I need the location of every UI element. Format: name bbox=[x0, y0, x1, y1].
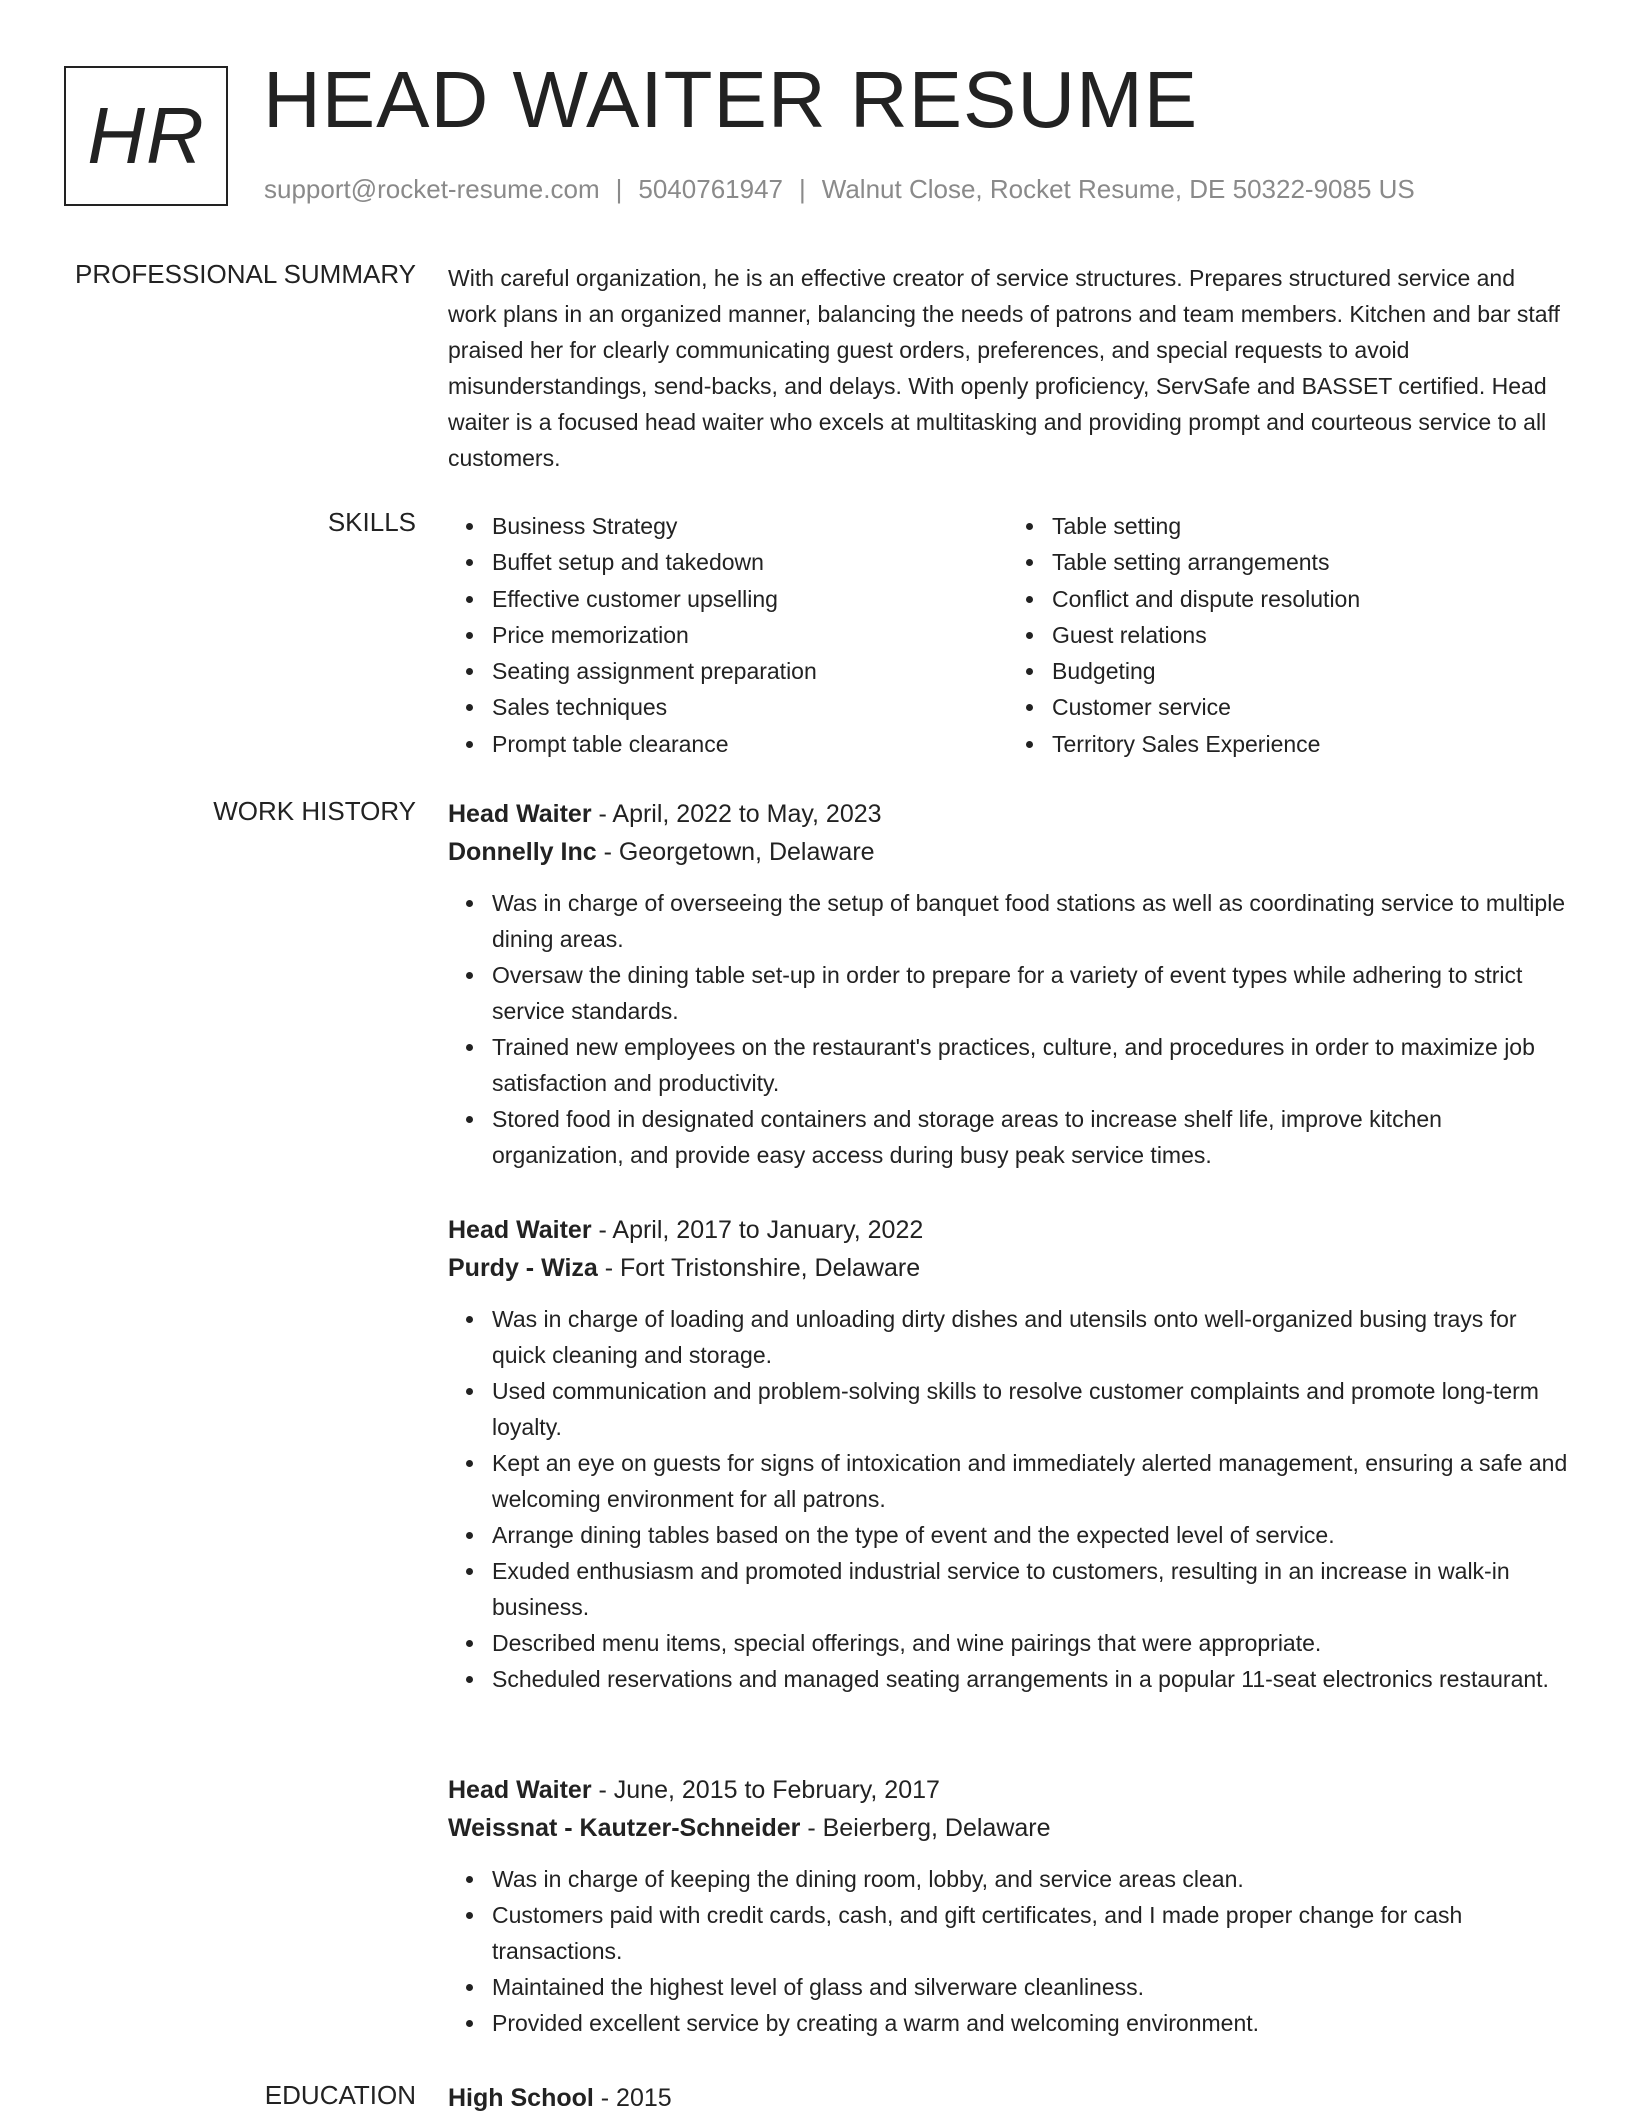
contact-separator: | bbox=[615, 174, 623, 204]
skills-columns bbox=[448, 508, 1568, 762]
summary-text: With careful organization, he is an effective creator of service structures. Prepares structured service and work plans in an organized manner, balancing the needs of patrons and team members. Kitchen and bar staff praised her for clearly communicating guest orders, preferences, and special requests to avoid misunderstandings, send-backs, and delays. With openly proficiency, ServSafe and BASSET certified. Head waiter is a focused head waiter who excels at multitasking and providing prompt and courteous service to all customers. bbox=[448, 265, 1560, 471]
skill-item: Price memorization bbox=[492, 617, 1008, 653]
contact-line bbox=[264, 174, 1415, 205]
job-company-line bbox=[448, 833, 1572, 871]
job-bullets bbox=[448, 885, 1572, 1173]
job-bullet: Oversaw the dining table set-up in order to prepare for a variety of event types while adhering to strict service standards. bbox=[492, 957, 1572, 1029]
contact-separator: | bbox=[799, 174, 806, 204]
job-company: Weissnat - Kautzer-Schneider bbox=[448, 1814, 801, 1842]
job-location: - Georgetown, Delaware bbox=[596, 838, 875, 866]
education-degree: High School bbox=[448, 2084, 594, 2112]
job-dates: - June, 2015 to February, 2017 bbox=[591, 1776, 940, 1804]
skill-item: Table setting arrangements bbox=[1052, 544, 1568, 580]
job-bullet: Kept an eye on guests for signs of intoxication and immediately alerted management, ensuring a safe and welcoming environment for all patrons. bbox=[492, 1445, 1572, 1517]
skill-item: Sales techniques bbox=[492, 689, 1008, 725]
skills-label: SKILLS bbox=[327, 507, 416, 537]
job-title-line bbox=[448, 1211, 1572, 1249]
job-dates: - April, 2017 to January, 2022 bbox=[591, 1216, 924, 1244]
job-entry bbox=[448, 1771, 1572, 2041]
education-year: - 2015 bbox=[593, 2084, 672, 2112]
monogram-logo: HR bbox=[64, 66, 228, 206]
job-bullet: Stored food in designated containers and storage areas to increase shelf life, improve kitchen organization, and provide easy access during busy peak service times. bbox=[492, 1101, 1572, 1173]
job-bullets bbox=[448, 1301, 1572, 1697]
skill-item: Guest relations bbox=[1052, 617, 1568, 653]
job-bullet: Described menu items, special offerings, and wine pairings that were appropriate. bbox=[492, 1625, 1572, 1661]
job-bullet: Scheduled reservations and managed seating arrangements in a popular 11-seat electronics restaurant. bbox=[492, 1661, 1572, 1697]
skill-item: Business Strategy bbox=[492, 508, 1008, 544]
job-bullet: Was in charge of loading and unloading dirty dishes and utensils onto well-organized busing trays for quick cleaning and storage. bbox=[492, 1301, 1572, 1373]
job-bullets bbox=[448, 1861, 1572, 2041]
job-bullet: Exuded enthusiasm and promoted industrial service to customers, resulting in an increase in walk-in business. bbox=[492, 1553, 1572, 1625]
skill-item: Customer service bbox=[1052, 689, 1568, 725]
skill-item: Seating assignment preparation bbox=[492, 653, 1008, 689]
contact-address: Walnut Close, Rocket Resume, DE 50322-9085 US bbox=[821, 174, 1415, 204]
job-company: Donnelly Inc bbox=[448, 838, 597, 866]
job-company: Purdy - Wiza bbox=[448, 1254, 598, 1282]
work-history-label: WORK HISTORY bbox=[213, 796, 416, 826]
contact-email: support@rocket-resume.com bbox=[264, 174, 600, 204]
skills-list-right bbox=[1008, 508, 1568, 762]
job-bullet: Was in charge of keeping the dining room, lobby, and service areas clean. bbox=[492, 1861, 1572, 1897]
summary-label: PROFESSIONAL SUMMARY bbox=[75, 259, 416, 289]
skill-item: Budgeting bbox=[1052, 653, 1568, 689]
skill-item: Buffet setup and takedown bbox=[492, 544, 1008, 580]
job-title: Head Waiter bbox=[448, 800, 592, 828]
job-entry bbox=[448, 1211, 1572, 1697]
job-dates: - April, 2022 to May, 2023 bbox=[591, 800, 882, 828]
education-entry bbox=[448, 2079, 1568, 2117]
skill-item: Prompt table clearance bbox=[492, 726, 1008, 762]
contact-phone: 5040761947 bbox=[638, 174, 783, 204]
job-location: - Fort Tristonshire, Delaware bbox=[597, 1254, 921, 1282]
job-company-line bbox=[448, 1249, 1572, 1287]
resume-title: HEAD WAITER RESUME bbox=[263, 55, 1199, 144]
skills-list-left bbox=[448, 508, 1008, 762]
skill-item: Territory Sales Experience bbox=[1052, 726, 1568, 762]
job-bullet: Maintained the highest level of glass and silverware cleanliness. bbox=[492, 1969, 1572, 2005]
job-location: - Beierberg, Delaware bbox=[800, 1814, 1051, 1842]
job-bullet: Customers paid with credit cards, cash, and gift certificates, and I made proper change for cash transactions. bbox=[492, 1897, 1572, 1969]
job-title: Head Waiter bbox=[448, 1776, 592, 1804]
job-bullet: Used communication and problem-solving skills to resolve customer complaints and promote long-term loyalty. bbox=[492, 1373, 1572, 1445]
job-entry bbox=[448, 795, 1572, 1173]
job-title-line bbox=[448, 795, 1572, 833]
skill-item: Table setting bbox=[1052, 508, 1568, 544]
skill-item: Effective customer upselling bbox=[492, 581, 1008, 617]
job-bullet: Provided excellent service by creating a warm and welcoming environment. bbox=[492, 2005, 1572, 2041]
job-title: Head Waiter bbox=[448, 1216, 592, 1244]
job-bullet: Arrange dining tables based on the type of event and the expected level of service. bbox=[492, 1517, 1572, 1553]
job-bullet: Trained new employees on the restaurant's practices, culture, and procedures in order to maximize job satisfaction and productivity. bbox=[492, 1029, 1572, 1101]
education-label: EDUCATION bbox=[264, 2080, 416, 2110]
job-title-line bbox=[448, 1771, 1572, 1809]
job-bullet: Was in charge of overseeing the setup of banquet food stations as well as coordinating service to multiple dining areas. bbox=[492, 885, 1572, 957]
job-company-line bbox=[448, 1809, 1572, 1847]
skill-item: Conflict and dispute resolution bbox=[1052, 581, 1568, 617]
